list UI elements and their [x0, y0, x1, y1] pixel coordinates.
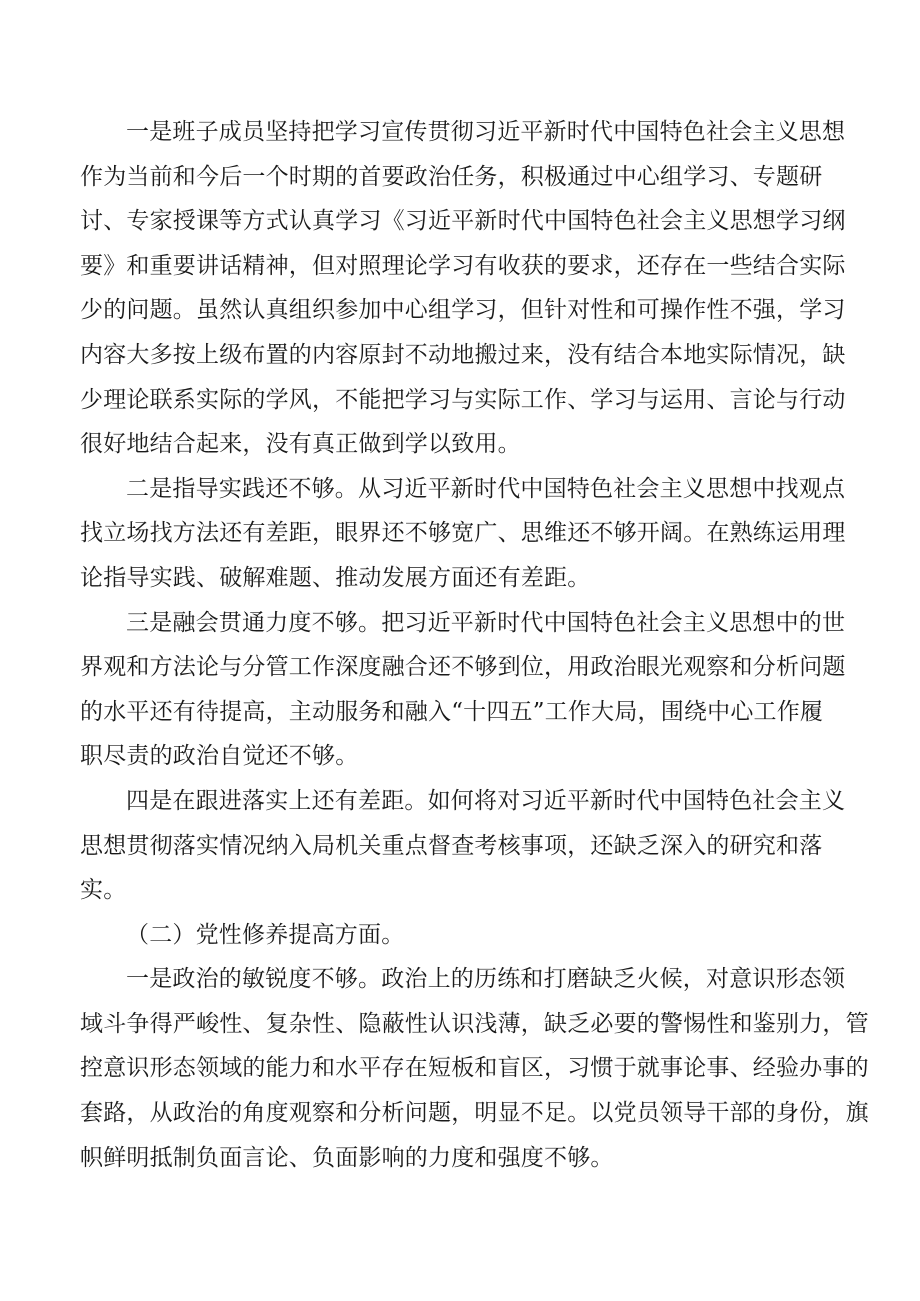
text-line: 控意识形态领域的能力和水平存在短板和盲区，习惯于就事论事、经验办事的	[80, 1055, 869, 1082]
paragraph-implementation	[80, 779, 850, 913]
text-line: 实。	[80, 877, 127, 904]
text-line: 域斗争得严峻性、复杂性、隐蔽性认识浅薄，缺乏必要的警惕性和鉴别力，管	[80, 1010, 869, 1037]
text-line: 职尽责的政治自觉还不够。	[80, 743, 359, 770]
paragraph-political-sensitivity	[80, 957, 869, 1180]
text-line: 三是融会贯通力度不够。把习近平新时代中国特色社会主义思想中的世	[126, 609, 846, 636]
text-line: 少的问题。虽然认真组织参加中心组学习，但针对性和可操作性不强，学习	[80, 297, 846, 324]
text-line: 帜鲜明抵制负面言论、负面影响的力度和强度不够。	[80, 1144, 614, 1171]
document-body	[80, 110, 869, 1180]
text-line: 讨、专家授课等方式认真学习《习近平新时代中国特色社会主义思想学习纲	[80, 208, 846, 235]
text-line: 思想贯彻落实情况纳入局机关重点督查考核事项，还缺乏深入的研究和落	[80, 832, 823, 859]
text-line: 论指导实践、破解难题、推动发展方面还有差距。	[80, 564, 591, 591]
text-line: 内容大多按上级布置的内容原封不动地搬过来，没有结合本地实际情况，缺	[80, 341, 846, 368]
text-line: 四是在跟进落实上还有差距。如何将对习近平新时代中国特色社会主义	[126, 787, 846, 814]
text-line: 一是政治的敏锐度不够。政治上的历练和打磨缺乏火候，对意识形态领	[126, 966, 846, 993]
paragraph-guide-practice	[80, 467, 850, 601]
text-line: 套路，从政治的角度观察和分析问题，明显不足。以党员领导干部的身份，旗	[80, 1100, 869, 1127]
text-line: 二是指导实践还不够。从习近平新时代中国特色社会主义思想中找观点	[126, 475, 846, 502]
text-line: 一是班子成员坚持把学习宣传贯彻习近平新时代中国特色社会主义思想	[126, 119, 846, 145]
paragraph-integration	[80, 601, 850, 779]
text-line: 少理论联系实际的学风，不能把学习与实际工作、学习与运用、言论与行动	[80, 386, 846, 413]
text-line: 作为当前和今后一个时期的首要政治任务，积极通过中心组学习、专题研	[80, 163, 823, 190]
paragraph-study-theory	[80, 110, 850, 467]
text-line: 找立场找方法还有差距，眼界还不够宽广、思维还不够开阔。在熟练运用理	[80, 520, 846, 547]
text-line: 要》和重要讲话精神，但对照理论学习有收获的要求，还存在一些结合实际	[80, 252, 846, 279]
text-line: 很好地结合起来，没有真正做到学以致用。	[80, 431, 521, 458]
section-heading: （二）党性修养提高方面。	[126, 921, 405, 948]
text-line: 的水平还有待提高，主动服务和融入“十四五”工作大局，围绕中心工作履	[80, 698, 824, 725]
text-line: 界观和方法论与分管工作深度融合还不够到位，用政治眼光观察和分析问题	[80, 654, 846, 681]
